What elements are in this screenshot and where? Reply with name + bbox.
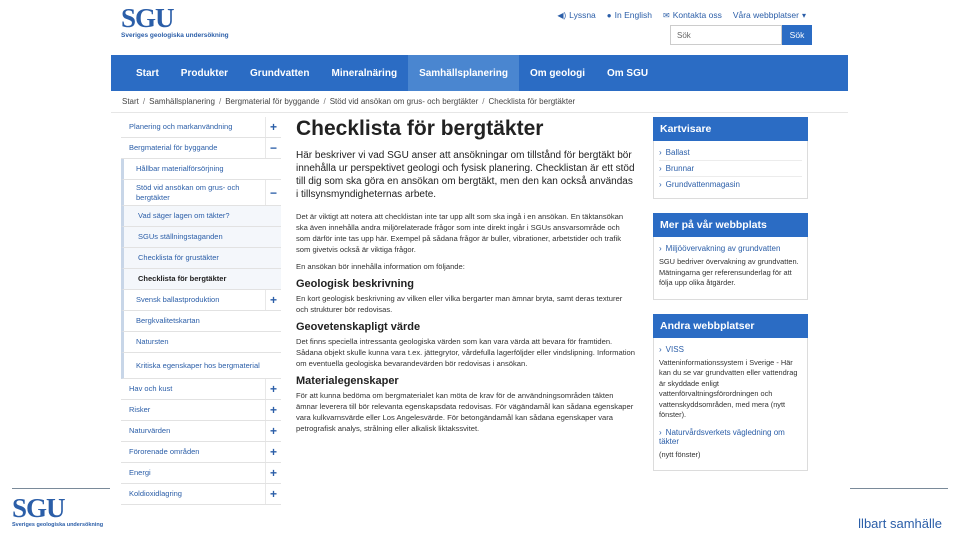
article-paragraph: För att kunna bedöma om bergmaterialet kan möta de krav för de användningsområden täkten ämnar leverera till bör relevanta egenskapsdata redovisas. För vägändamål kan sådana egenskaper vara kulkvarnsvärde eller Los Angelesvärde. För betongändamål kan sådana egenskaper vara petrografisk analys, strålning eller alkalisk liktakssvitet. (296, 391, 634, 433)
expand-icon[interactable]: + (265, 421, 281, 441)
article-paragraph: En kort geologisk beskrivning av vilken eller vilka bergarter man ämnar bryta, samt deras texturer och strukturer bör redovisas. (296, 294, 623, 314)
chevron-right-icon: › (659, 164, 662, 173)
map-link-label: Brunnar (665, 164, 695, 173)
article-paragraph: Det finns speciella intressanta geologiska värden som kan vara värda att bevara för framtiden. Sådana objekt skulle kunna vara t.ex. jättegrytor, vårdefulla lagerföljder eller vindslipning. Information om eventuella geologiska bevarandevärden bör redovisas i ansökan. (296, 337, 635, 368)
chevron-right-icon: › (659, 148, 662, 157)
map-viewer-box (653, 117, 808, 199)
collapse-icon[interactable]: − (265, 138, 281, 158)
chevron-right-icon: › (659, 180, 662, 189)
sidebar-item[interactable] (121, 290, 281, 311)
our-sites-dropdown[interactable] (733, 10, 806, 20)
nav-start[interactable]: Start (136, 67, 159, 79)
sidebar-item-label: Natursten (136, 337, 169, 346)
sidebar-item-label: Checklista för bergtäkter (138, 274, 227, 283)
sidebar-item-label: Energi (129, 468, 151, 477)
slide-logo-mark: SGU (12, 493, 65, 523)
article (296, 117, 636, 440)
sidebar-item[interactable] (121, 311, 281, 332)
breadcrumb-current: Checklista för bergtäkter (488, 97, 576, 106)
sidebar-item[interactable] (121, 463, 281, 484)
map-viewer-links (653, 141, 808, 199)
section-sidebar (121, 117, 281, 505)
sidebar-item-label: SGUs ställningstaganden (138, 232, 223, 241)
other-sites-heading: Andra webbplatser (653, 314, 808, 338)
map-link-label: Grundvattenmagasin (665, 180, 740, 189)
breadcrumb-separator: / (482, 97, 485, 106)
breadcrumb-item[interactable]: Samhällsplanering (149, 97, 215, 106)
sidebar-item-label: Planering och markanvändning (129, 122, 233, 131)
naturvardsverket-label: Naturvårdsverkets vägledning om täkter (659, 427, 785, 446)
map-link-ballast[interactable] (659, 145, 802, 161)
listen-label: Lyssna (569, 10, 596, 20)
sidebar-item-label: Hållbar materialförsörjning (136, 164, 224, 173)
sidebar-item-label: Stöd vid ansökan om grus- och bergtäkter (136, 182, 240, 202)
expand-icon[interactable]: + (265, 463, 281, 483)
naturvardsverket-desc: (nytt fönster) (659, 449, 701, 459)
sidebar-item-label: Svensk ballastproduktion (136, 295, 220, 304)
chevron-right-icon: › (659, 244, 662, 253)
other-sites-body (653, 338, 808, 472)
expand-icon[interactable]: + (265, 442, 281, 462)
english-label: In English (614, 10, 652, 20)
article-lead: Här beskriver vi vad SGU anser att ansökningar om tillstånd för bergtäkt bör innehålla ur perspektivet geologi och fysisk planering. Checklistan är ett stöd till dig som ska göra en ansökan om bergtäkt, men den kan också användas i tillsynsmyndigheternas arbete. (296, 150, 635, 200)
chevron-right-icon: › (659, 344, 662, 354)
website-screenshot (111, 0, 848, 540)
more-on-site-body (653, 237, 808, 300)
slide-divider-left (12, 488, 110, 489)
our-sites-label: Våra webbplatser (732, 10, 799, 20)
chevron-right-icon: › (659, 427, 662, 437)
expand-icon[interactable]: + (265, 379, 281, 399)
site-logo[interactable] (121, 4, 229, 39)
more-on-site-heading: Mer på vår webbplats (653, 213, 808, 237)
sidebar-item-label: Bergmaterial för byggande (129, 143, 218, 152)
english-link[interactable] (607, 10, 652, 20)
collapse-icon[interactable]: − (265, 180, 281, 205)
search-form (670, 25, 812, 45)
groundwater-monitoring-label: Miljöövervakning av grundvatten (665, 244, 781, 253)
breadcrumb-separator: / (323, 97, 326, 106)
groundwater-monitoring-desc: SGU bedriver övervakning av grundvatten. Mätningarna ger referensunderlag för att följa upp olika åtgärder. (659, 257, 799, 287)
listen-icon: ◀) (557, 10, 567, 20)
nav-samhallsplanering[interactable]: Samhällsplanering (408, 55, 519, 91)
map-link-grundvattenmagasin[interactable] (659, 177, 802, 192)
breadcrumb-separator: / (142, 97, 146, 106)
nav-om-geologi[interactable]: Om geologi (529, 67, 585, 79)
article-paragraph: En ansökan bör innehålla information om följande: (296, 262, 465, 271)
sidebar-item[interactable] (121, 117, 281, 138)
groundwater-monitoring-link[interactable] (659, 241, 802, 256)
sidebar-item-label: Hav och kust (129, 384, 173, 393)
expand-icon[interactable]: + (265, 400, 281, 420)
sidebar-item[interactable] (121, 159, 281, 180)
sidebar-item[interactable] (121, 332, 281, 353)
slide-logo-text: Sveriges geologiska undersökning (12, 522, 104, 528)
sidebar-item[interactable] (121, 400, 281, 421)
breadcrumb-separator: / (218, 97, 222, 106)
main-nav (111, 55, 848, 91)
section-heading: Geovetenskapligt värde (296, 321, 421, 333)
slide-footer-text: llbart samhälle (858, 516, 942, 531)
nav-mineralnaring[interactable]: Mineralnäring (331, 67, 398, 79)
sidebar-item-label: Kritiska egenskaper hos bergmaterial (136, 360, 260, 370)
contact-link[interactable] (663, 10, 722, 20)
more-on-site-box (653, 213, 808, 300)
nav-produkter[interactable]: Produkter (180, 67, 229, 79)
sidebar-item[interactable] (121, 379, 281, 400)
sidebar-item-label: Checklista för grustäkter (138, 253, 219, 262)
sidebar-item[interactable] (121, 353, 281, 379)
viss-desc: Vatteninformationssystem i Sverige - Här kan du se var grundvatten eller vattendrag är skyddade enligt vattenförvaltningsförordningen och vattenskyddsområden, med mera (nytt fönster). (659, 357, 798, 419)
sidebar-item[interactable] (121, 484, 281, 505)
sidebar-item-label: Risker (129, 405, 151, 414)
site-logo-mark: SGU (121, 3, 174, 33)
search-button[interactable]: Sök (782, 25, 812, 45)
site-logo-text: Sveriges geologiska undersökning (121, 32, 229, 39)
expand-icon[interactable]: + (265, 484, 281, 504)
naturvardsverket-link[interactable] (659, 425, 802, 449)
map-link-brunnar[interactable] (659, 161, 802, 177)
sidebar-item[interactable] (121, 421, 281, 442)
viss-link[interactable] (659, 342, 802, 357)
viss-label: VISS (665, 344, 684, 354)
breadcrumb-item[interactable]: Bergmaterial för byggande (225, 97, 320, 106)
section-heading: Materialegenskaper (296, 375, 399, 387)
breadcrumb (111, 91, 848, 113)
slide-divider-right (850, 488, 948, 489)
map-viewer-heading: Kartvisare (653, 117, 808, 141)
sidebar-item[interactable] (121, 248, 281, 269)
nav-om-sgu[interactable]: Om SGU (606, 67, 649, 79)
sidebar-item-label: Bergkvalitetskartan (136, 316, 200, 325)
section-heading: Geologisk beskrivning (296, 278, 414, 290)
listen-link[interactable] (557, 10, 595, 20)
article-paragraph: Det är viktigt att notera att checklistan inte tar upp allt som ska ingå i en ansökan. En täktansökan ska även innehålla andra miljörelaterade frågor som inte direkt ingår i SGUs ansvarsområde och som därför inte tas upp här. Exempel på sådana frågor är buller, vibrationer, arbetstider och trafik som givetvis också är viktiga frågor. (296, 212, 624, 254)
sidebar-item[interactable] (121, 180, 281, 206)
sidebar-item[interactable] (121, 138, 281, 159)
breadcrumb-item[interactable]: Start (122, 97, 139, 106)
sidebar-item[interactable] (121, 269, 281, 290)
search-input[interactable] (670, 25, 782, 45)
expand-icon[interactable]: + (265, 117, 281, 137)
chevron-down-icon: ▾ (801, 10, 806, 20)
sidebar-item[interactable] (121, 227, 281, 248)
right-column (653, 117, 808, 485)
utility-links (557, 10, 806, 20)
nav-grundvatten[interactable]: Grundvatten (250, 67, 310, 79)
site-header (111, 0, 848, 55)
breadcrumb-item[interactable]: Stöd vid ansökan om grus- och bergtäkter (329, 97, 479, 106)
page-title: Checklista för bergtäkter (296, 117, 544, 140)
sidebar-item-label: Vad säger lagen om täkter? (138, 211, 230, 220)
sidebar-item-label: Förorenade områden (129, 447, 200, 456)
map-link-label: Ballast (665, 148, 690, 157)
other-sites-box (653, 314, 808, 472)
sidebar-item[interactable] (121, 442, 281, 463)
expand-icon[interactable]: + (265, 290, 281, 310)
page-content (111, 113, 848, 540)
sidebar-item-label: Koldioxidlagring (129, 489, 182, 498)
sidebar-item-label: Naturvärden (129, 426, 171, 435)
contact-label: Kontakta oss (672, 10, 722, 20)
slide-logo (12, 494, 112, 528)
chat-icon: ✉ (662, 10, 670, 20)
globe-icon: ● (606, 10, 612, 20)
sidebar-item[interactable] (121, 206, 281, 227)
